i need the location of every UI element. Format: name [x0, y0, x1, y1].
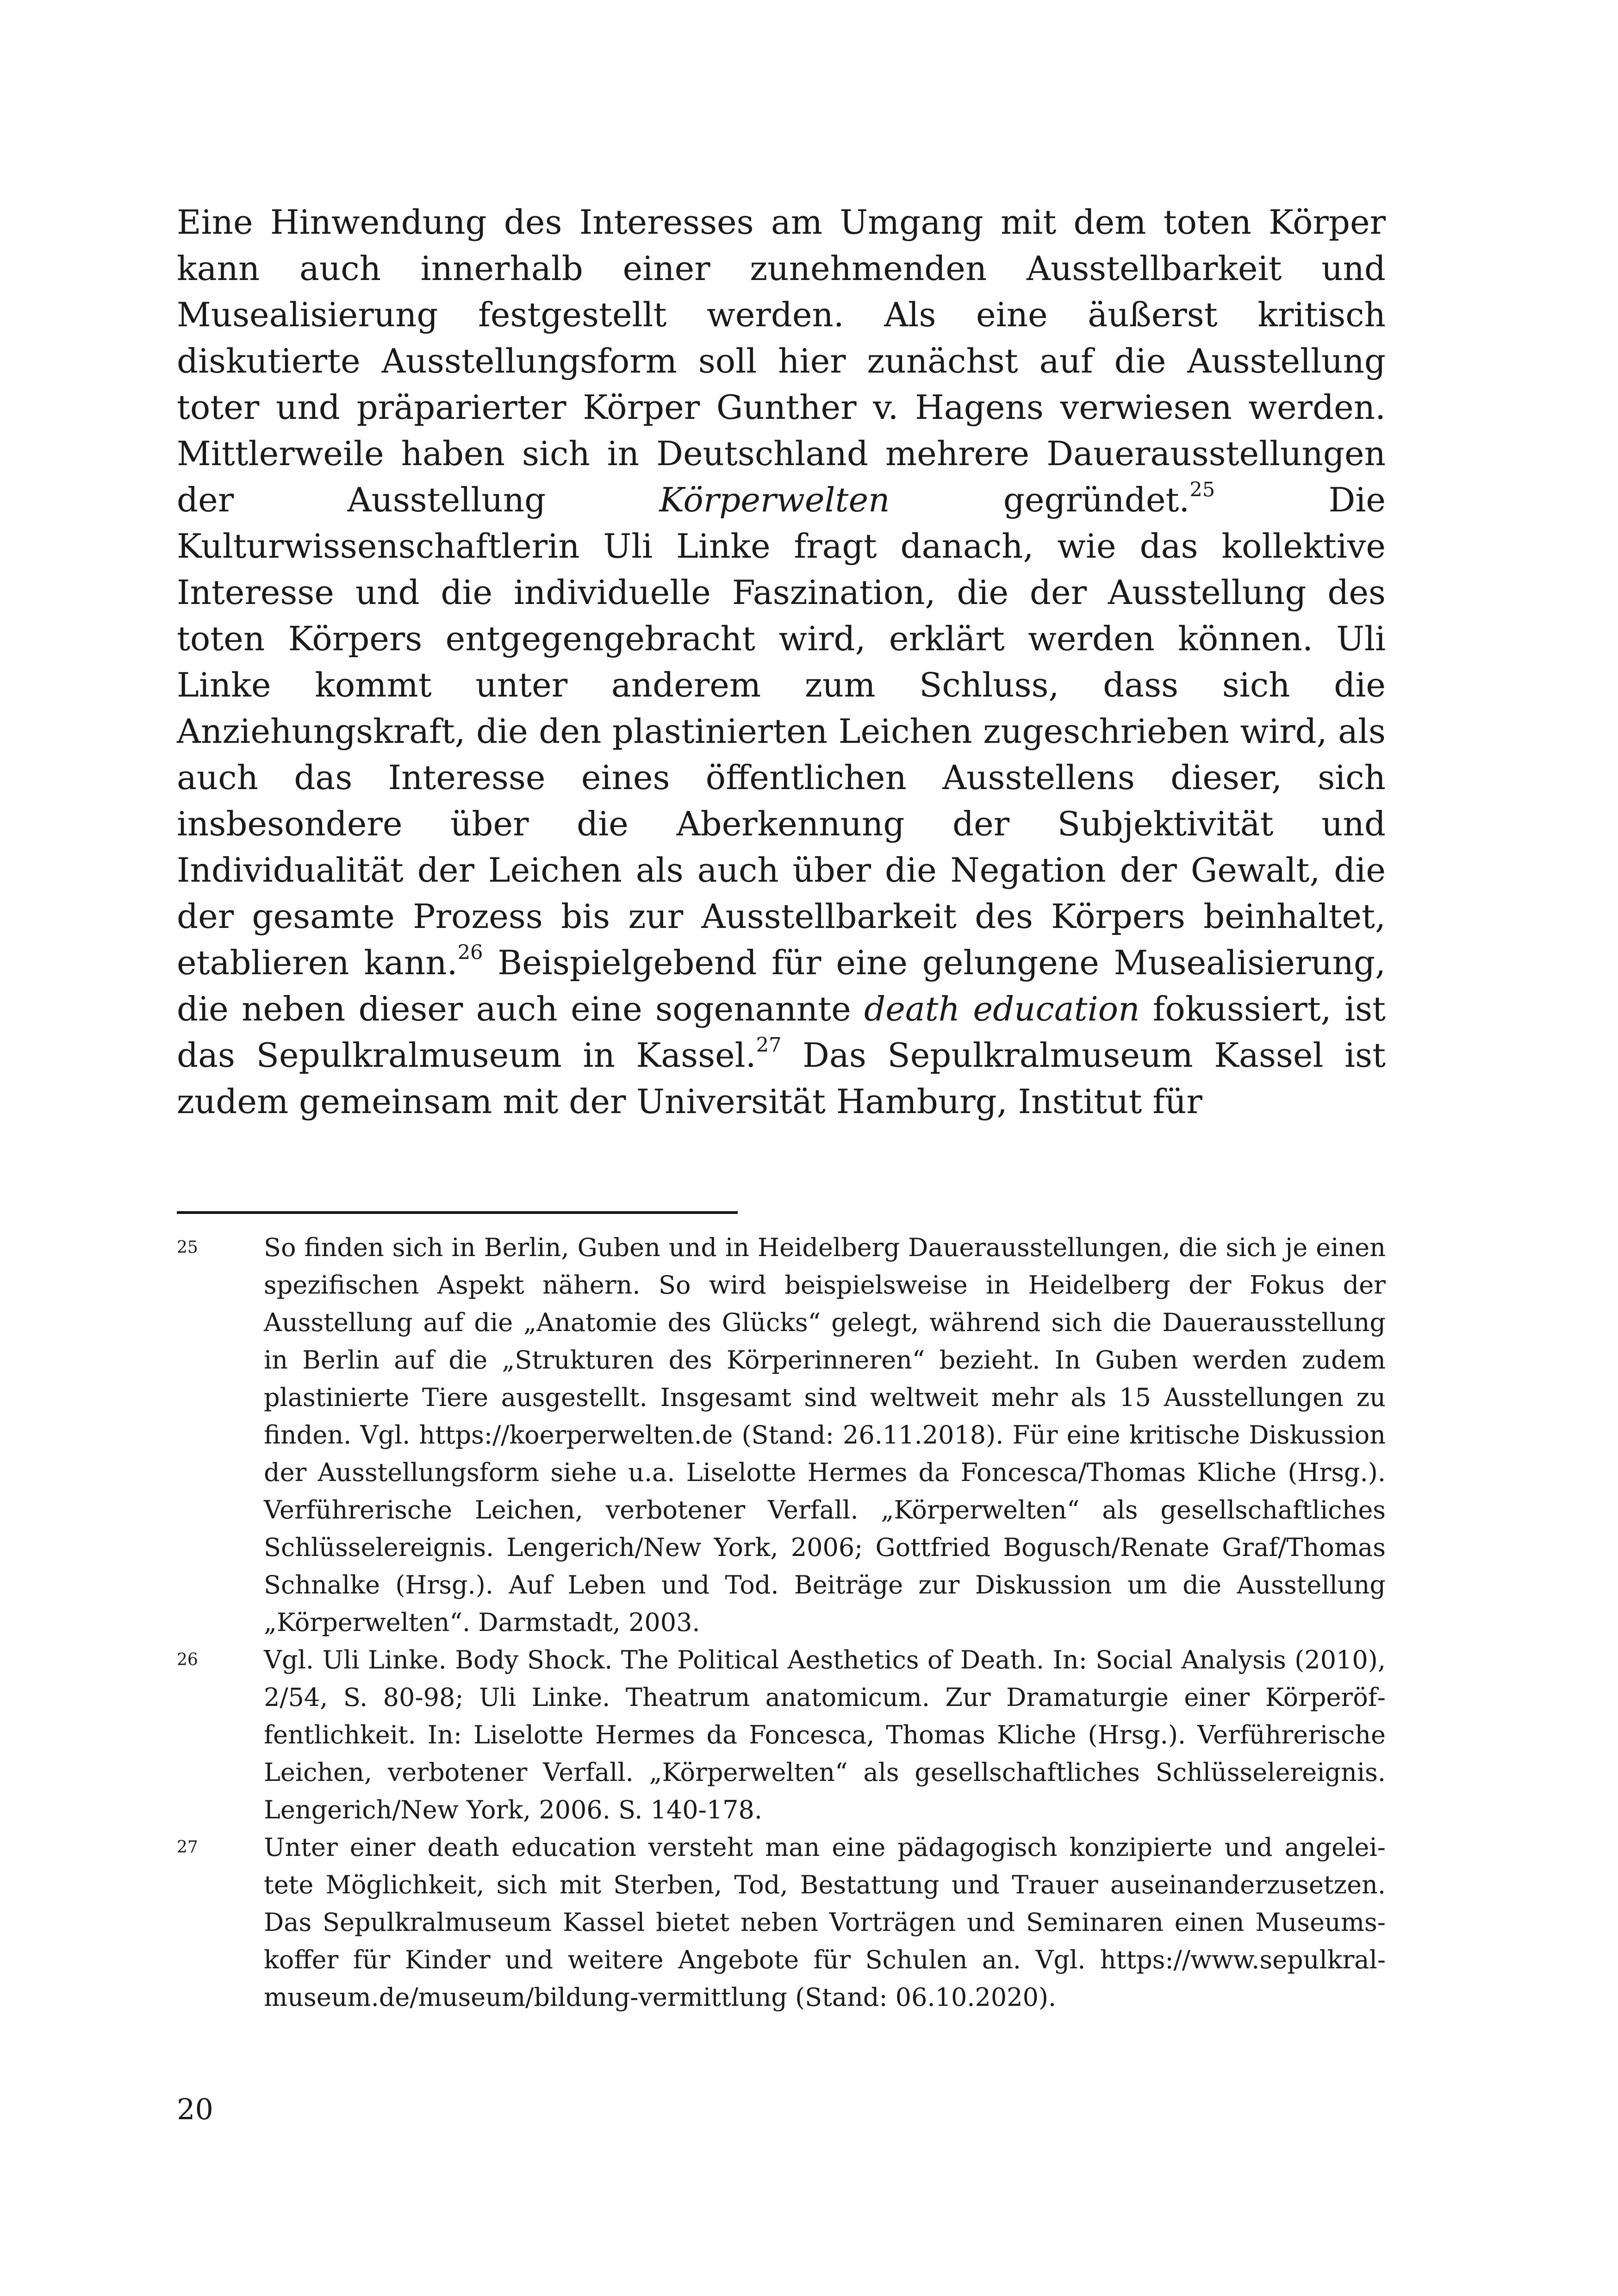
body-text-segment: Die Kulturwissenschaftlerin Uli Linke fragt danach, wie das kollektive Interesse und die individuelle Faszination, die der Ausstellung des toten Körpers entgegengebracht wird, erklärt werden können. Uli Linke kommt unter anderem zum Schluss, dass sich die Anziehungskraft, die den plastinierten Leichen zugeschrieben wird, als auch das Interesse eines öffentlichen Ausstellens dieser, sich insbesondere über die Aberkennung der Subjektivität und Individualität der Leichen als auch über die Negation der Gewalt, die der gesamte Prozess bis zur Ausstellbarkeit des Körpers beinhaltet, etablieren kann. [177, 480, 1386, 982]
body-text-segment: Das Sepulkralmuseum Kassel ist zudem gemeinsam mit der Universität Hamburg, Institut für [177, 1036, 1386, 1121]
footnote-text: Unter einer death education versteht man eine pädagogisch konzipierte und angeleitete Möglichkeit, sich mit Sterben, Tod, Bestattung und Trauer auseinanderzusetzen. Das Sepulkralmuseum Kassel bietet neben Vorträgen und Seminaren einen Museumskoffer für Kinder und weitere Angebote für Schulen an. Vgl. https://www.sepulkralmuseum.de/museum/bildung-vermittlung (Stand: 06.10.2020). [264, 1833, 1386, 2012]
footnote-25 [177, 1229, 1386, 1641]
page-number: 20 [177, 2092, 213, 2126]
footnote-text: Vgl. Uli Linke. Body Shock. The Political Aesthetics of Death. In: Social Analysis (2010), 2/54, S. 80-98; Uli Linke. Theatrum anatomicum. Zur Dramaturgie einer Körperöffentlichkeit. In: Liselotte Hermes da Foncesca, Thomas Kliche (Hrsg.). Verführerische Leichen, verbotener Verfall. „Körperwelten“ als gesellschaftliches Schlüsselereignis. Lengerich/New York, 2006. S. 140-178. [264, 1645, 1386, 1824]
footnote-ref-25[interactable]: 25 [1189, 478, 1215, 502]
footnotes-section [177, 1229, 1386, 2016]
body-paragraph [177, 199, 1386, 1125]
italic-term-death-education: death education [864, 989, 1140, 1028]
footnote-text: So finden sich in Berlin, Guben und in Heidelberg Dauerausstellungen, die sich je einen spezifischen Aspekt nähern. So wird beispielsweise in Heidelberg der Fokus der Ausstellung auf die „Anatomie des Glücks“ gelegt, während sich die Dauerausstellung in Berlin auf die „Strukturen des Körperinneren“ bezieht. In Guben werden zudem plastinierte Tiere ausgestellt. Insgesamt sind weltweit mehr als 15 Ausstellungen zu finden. Vgl. https://koerperwelten.de (Stand: 26.11.2018). Für eine kritische Diskussion der Ausstellungsform siehe u.a. Liselotte Hermes da Foncesca/Thomas Kliche (Hrsg.). Verführerische Leichen, verbotener Verfall. „Körperwelten“ als gesellschaftliches Schlüsselereignis. Lengerich/New York, 2006; Gottfried Bogusch/Renate Graf/Thomas Schnalke (Hrsg.). Auf Leben und Tod. Beiträge zur Diskussion um die Ausstellung „Körperwelten“. Darmstadt, 2003. [264, 1233, 1386, 1637]
body-text-segment: gegründet. [890, 480, 1190, 519]
footnote-number: 27 [177, 1838, 198, 1857]
footnote-27 [177, 1829, 1386, 2016]
footnote-ref-26[interactable]: 26 [457, 941, 483, 964]
footnote-ref-27[interactable]: 27 [756, 1033, 782, 1057]
footnote-separator [177, 1211, 738, 1214]
body-text-segment: Eine Hinwendung des Interesses am Umgang mit dem toten Körper kann auch innerhalb einer zunehmenden Ausstellbarkeit und Musealisierung festgestellt werden. Als eine äußerst kritisch diskutierte Ausstellungsform soll hier zunächst auf die Ausstellung toter und präparierter Körper Gunther v. Hagens verwiesen werden. Mittlerweile haben sich in Deutschland mehrere Dauerausstellungen der Ausstellung [177, 203, 1386, 519]
body-text-segment: Beispielgebend für eine gelungene Musealisierung, die neben dieser auch eine sogenannte [177, 943, 1386, 1028]
footnote-number: 26 [177, 1650, 198, 1669]
body-text-segment: fokussiert, ist das Sepulkralmuseum in Kassel. [177, 989, 1386, 1075]
footnote-number: 25 [177, 1238, 198, 1257]
footnote-26 [177, 1641, 1386, 1829]
italic-title-koerperwelten: Körperwelten [659, 480, 890, 519]
